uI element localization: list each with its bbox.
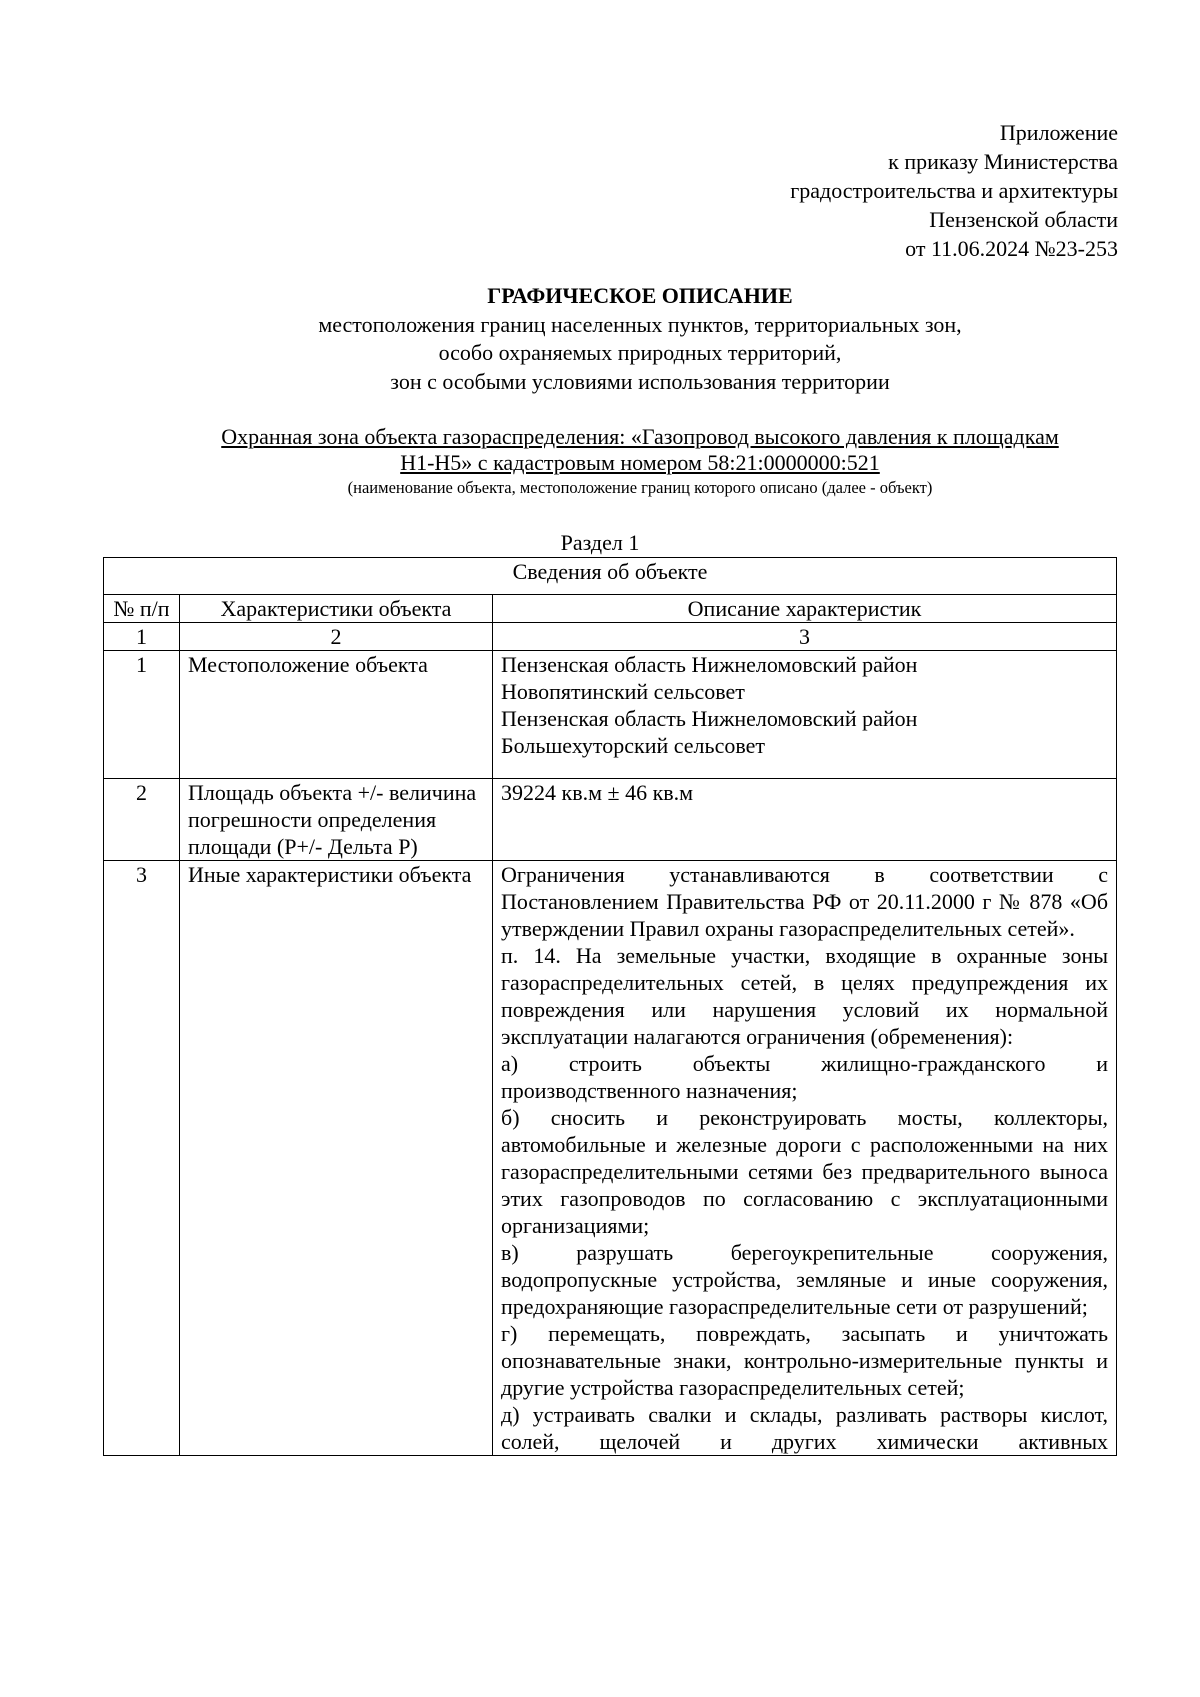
row-description: 39224 кв.м ± 46 кв.м: [493, 779, 1117, 861]
appendix-line: Пензенской области: [929, 207, 1118, 232]
row-characteristic: Местоположение объекта: [180, 651, 493, 779]
column-number-row: [104, 623, 1117, 651]
column-header-description: Описание характеристик: [493, 595, 1117, 623]
title-block: [140, 282, 1140, 396]
table-title-row: [104, 558, 1117, 595]
column-header-number: № п/п: [104, 595, 180, 623]
appendix-line: к приказу Министерства: [888, 149, 1118, 174]
table-title: Сведения об объекте: [104, 558, 1117, 595]
location-line: Пензенская область Нижнеломовский район: [501, 652, 918, 677]
restriction-paragraph: в) разрушать берегоукрепительные сооружения, водопропускные устройства, земляные и иные сооружения, предохраняющие газораспределительные сети от разрушений;: [501, 1240, 1109, 1319]
column-number: 1: [104, 623, 180, 651]
restriction-paragraph: д) устраивать свалки и склады, разливать растворы кислот, солей, щелочей и других химически активных: [501, 1402, 1109, 1454]
row-characteristic: Площадь объекта +/- величина погрешности определения площади (Р+/- Дельта Р): [180, 779, 493, 861]
row-number: 3: [104, 861, 180, 1456]
restriction-paragraph: а) строить объекты жилищно-гражданского и производственного назначения;: [501, 1051, 1109, 1103]
restriction-paragraph: г) перемещать, повреждать, засыпать и уничтожать опознавательные знаки, контрольно-измерительные пункты и другие устройства газораспределительных сетей;: [501, 1321, 1109, 1400]
appendix-line: Приложение: [999, 120, 1118, 145]
row-number: 2: [104, 779, 180, 861]
document-title: ГРАФИЧЕСКОЕ ОПИСАНИЕ: [487, 283, 793, 308]
object-name: [160, 424, 1120, 476]
appendix-line: градостроительства и архитектуры: [790, 178, 1118, 203]
subtitle-line: особо охраняемых природных территорий,: [438, 340, 842, 365]
appendix-block: [790, 118, 1118, 263]
appendix-date-number: от 11.06.2024 №23-253: [905, 236, 1118, 261]
row-number: 1: [104, 651, 180, 779]
section-label: Раздел 1: [560, 530, 640, 555]
subtitle-line: зон с особыми условиями использования территории: [390, 368, 890, 394]
object-name-line: Н1-Н5» с кадастровым номером 58:21:0000000:521: [400, 450, 880, 475]
restriction-paragraph: Ограничения устанавливаются в соответствии с Постановлением Правительства РФ от 20.11.2000 г № 878 «Об утверждении Правил охраны газораспределительных сетей».: [501, 862, 1109, 941]
subtitle-line: местоположения границ населенных пунктов, территориальных зон,: [318, 311, 962, 337]
table-row-other: [104, 861, 1117, 1456]
column-number: 2: [180, 623, 493, 651]
column-number: 3: [493, 623, 1117, 651]
location-line: Новопятинский сельсовет: [501, 679, 745, 704]
table-header-row: [104, 595, 1117, 623]
restriction-paragraph: п. 14. На земельные участки, входящие в охранные зоны газораспределительных сетей, в целях предупреждения их повреждения или нарушения условий их нормальной эксплуатации налагаются ограничения (обременения):: [501, 943, 1109, 1049]
row-description: [493, 861, 1117, 1456]
table-row-location: [104, 651, 1117, 779]
restriction-paragraph: б) сносить и реконструировать мосты, коллекторы, автомобильные и железные дороги с расположенными на них газораспределительными сетями без предварительного выноса этих газопроводов по согласованию с эксплуатационными организациями;: [501, 1105, 1109, 1238]
location-line: Большехуторский сельсовет: [501, 733, 765, 758]
location-line: Пензенская область Нижнеломовский район: [501, 706, 918, 731]
object-name-note: (наименование объекта, местоположение границ которого описано (далее - объект): [347, 478, 933, 497]
table-row-area: [104, 779, 1117, 861]
object-info-table: [103, 557, 1117, 1456]
column-header-characteristic: Характеристики объекта: [180, 595, 493, 623]
object-name-line: Охранная зона объекта газораспределения: «Газопровод высокого давления к площадкам: [221, 424, 1059, 449]
row-description: [493, 651, 1117, 779]
row-characteristic: Иные характеристики объекта: [180, 861, 493, 1456]
